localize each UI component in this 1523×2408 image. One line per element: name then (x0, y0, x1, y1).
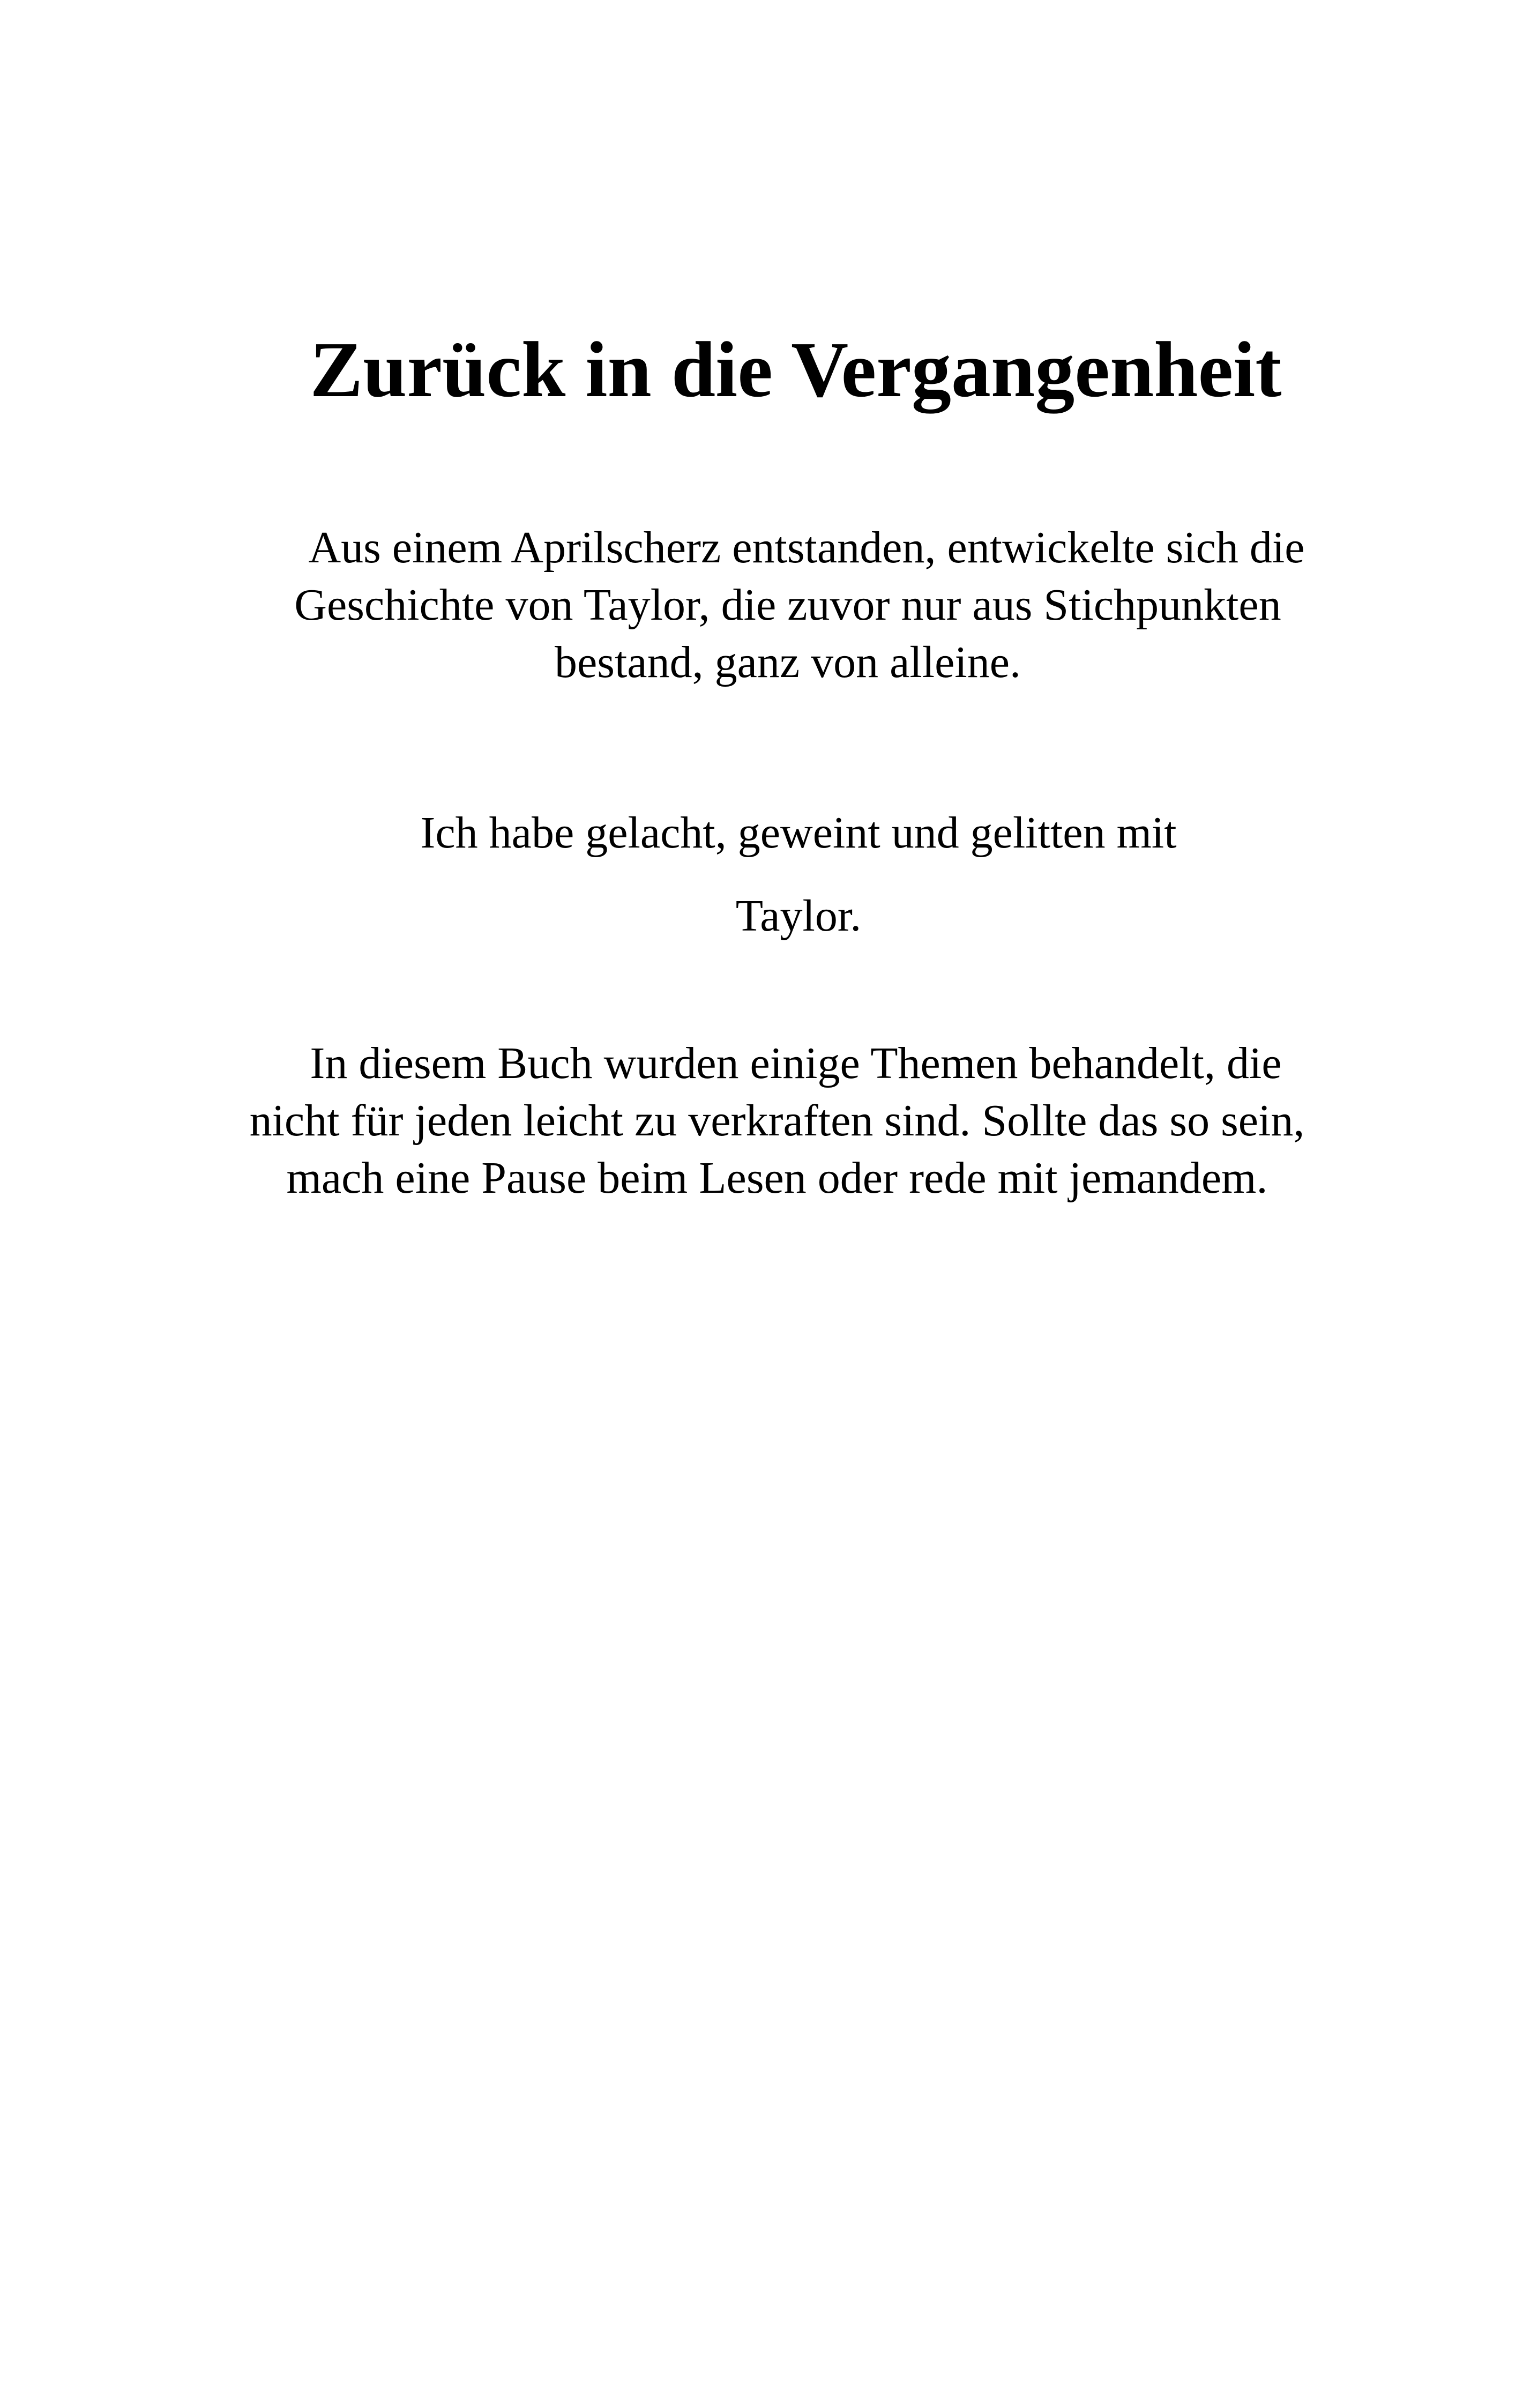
paragraph-line: Taylor. (735, 891, 862, 941)
page-title: Zurück in die Vergangenheit (310, 326, 1282, 414)
paragraph-dedication (268, 791, 1329, 957)
paragraph-line: In diesem Buch wurden einige Themen behandelt, die (310, 1038, 1282, 1088)
paragraph-content-warning (198, 1035, 1356, 1207)
paragraph-line: mach eine Pause beim Lesen oder rede mit jemandem. (286, 1153, 1268, 1203)
paragraph-line: bestand, ganz von alleine. (554, 637, 1021, 687)
paragraph-intro (214, 519, 1361, 691)
paragraph-line: Geschichte von Taylor, die zuvor nur aus Stichpunkten (294, 580, 1281, 630)
paragraph-line: Aus einem Aprilscherz entstanden, entwickelte sich die (308, 523, 1305, 573)
paragraph-line: Ich habe gelacht, geweint und gelitten mit (420, 808, 1177, 858)
paragraph-line: nicht für jeden leicht zu verkraften sind. Sollte das so sein, (249, 1096, 1305, 1146)
